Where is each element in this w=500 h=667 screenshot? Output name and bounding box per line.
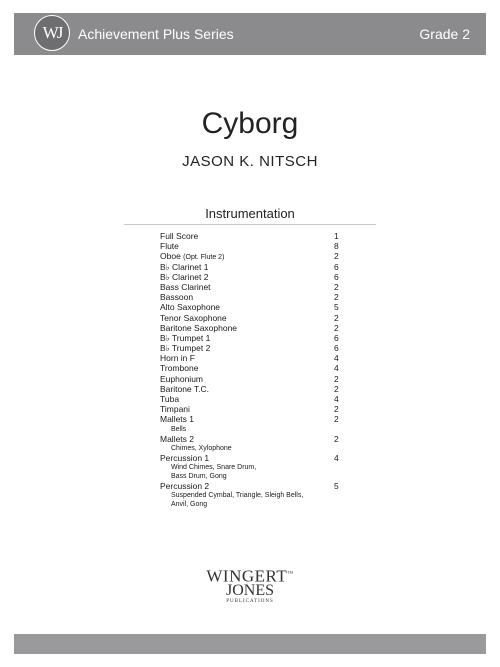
instrument-name: Timpani	[160, 404, 190, 415]
instrument-row	[160, 453, 350, 463]
instrument-quantity: 6	[334, 261, 339, 272]
instrument-name: B♭ Clarinet 2	[160, 271, 209, 282]
instrumentation-list	[160, 231, 350, 509]
instrument-name: Tenor Saxophone	[160, 312, 227, 323]
instrument-name: Oboe (Opt. Flute 2)	[160, 251, 225, 262]
instrument-quantity: 4	[334, 394, 339, 404]
composer-name: JASON K. NITSCH	[182, 153, 318, 170]
instrument-row	[160, 262, 350, 272]
instrument-quantity: 5	[334, 302, 339, 313]
instrument-detail: Anvil, Gong	[171, 501, 208, 509]
instrument-row	[160, 343, 350, 353]
header-band	[14, 13, 486, 55]
instrument-name: Mallets 1	[160, 414, 195, 425]
instrument-name: Baritone Saxophone	[160, 322, 238, 333]
instrument-quantity: 2	[334, 404, 339, 415]
publisher-name-line2: JONES	[225, 581, 274, 599]
instrument-name: Percussion 2	[160, 480, 210, 491]
instrument-name: B♭ Trumpet 1	[160, 332, 211, 343]
trademark-mark: ™	[287, 571, 294, 577]
instrument-row	[160, 282, 350, 292]
instrument-row	[160, 481, 350, 491]
instrument-quantity: 6	[334, 343, 339, 354]
instrument-quantity: 2	[334, 312, 339, 323]
instrument-quantity: 6	[334, 332, 339, 343]
publisher-name-line1: WINGERT	[206, 566, 288, 586]
instrument-name: Full Score	[160, 231, 199, 241]
instrument-quantity: 2	[334, 433, 339, 444]
instrument-name: Euphonium	[160, 373, 204, 384]
instrument-row	[160, 323, 350, 333]
instrument-row	[160, 414, 350, 424]
instrument-detail: Suspended Cymbal, Triangle, Sleigh Bells,	[171, 492, 304, 500]
instrument-row	[160, 272, 350, 282]
instrument-quantity: 2	[334, 383, 339, 394]
publisher-name-line3: PUBLICATIONS	[226, 598, 274, 604]
footer-band	[14, 634, 486, 654]
instrument-name: Flute	[160, 241, 179, 252]
instrument-quantity: 4	[334, 452, 339, 463]
piece-title: Cyborg	[201, 107, 299, 140]
instrument-name: Horn in F	[160, 353, 195, 364]
instrument-row	[160, 251, 350, 261]
instrument-row	[160, 434, 350, 444]
instrument-row	[160, 404, 350, 414]
series-name: Achievement Plus Series	[78, 26, 234, 42]
instrument-quantity: 1	[334, 231, 339, 241]
instrument-quantity: 2	[334, 373, 339, 384]
instrument-quantity: 4	[334, 353, 339, 364]
instrument-quantity: 2	[334, 281, 339, 292]
instrument-row	[160, 384, 350, 394]
instrument-quantity: 2	[334, 292, 339, 303]
instrument-name: B♭ Trumpet 2	[160, 343, 211, 354]
grade-level: Grade 2	[419, 26, 470, 42]
instrument-note: (Opt. Flute 2)	[183, 254, 225, 262]
publisher-logo	[0, 567, 500, 605]
instrument-name: Tuba	[160, 394, 180, 404]
instrument-row	[160, 374, 350, 384]
instrument-name: Bass Clarinet	[160, 281, 211, 292]
instrument-row	[160, 241, 350, 251]
instrument-quantity: 2	[334, 322, 339, 333]
instrument-row	[160, 302, 350, 312]
instrument-quantity: 2	[334, 414, 339, 425]
instrument-name: Mallets 2	[160, 433, 195, 444]
instrument-name: Baritone T.C.	[160, 383, 209, 394]
instrument-name: B♭ Clarinet 1	[160, 261, 209, 272]
instrument-row	[160, 394, 350, 404]
instrument-detail: Bells	[171, 425, 187, 433]
instrument-quantity: 5	[334, 480, 339, 491]
heading-divider	[124, 224, 376, 225]
instrument-quantity: 2	[334, 251, 339, 262]
wj-logo: WJ	[34, 15, 70, 51]
instrument-row	[160, 353, 350, 363]
instrument-row	[160, 292, 350, 302]
instrument-name: Trombone	[160, 363, 199, 374]
instrument-quantity: 4	[334, 363, 339, 374]
instrument-name: Bassoon	[160, 292, 194, 303]
instrument-row	[160, 333, 350, 343]
instrumentation-heading: Instrumentation	[205, 206, 295, 221]
instrument-row	[160, 231, 350, 241]
instrument-quantity: 8	[334, 241, 339, 252]
instrument-row	[160, 363, 350, 373]
instrument-name: Percussion 1	[160, 452, 210, 463]
instrument-detail: Chimes, Xylophone	[171, 444, 232, 452]
instrument-name: Alto Saxophone	[160, 302, 221, 313]
instrument-detail: Bass Drum, Gong	[171, 472, 227, 480]
instrument-row	[160, 313, 350, 323]
instrument-quantity: 6	[334, 271, 339, 282]
instrument-detail: Wind Chimes, Snare Drum,	[171, 463, 257, 471]
